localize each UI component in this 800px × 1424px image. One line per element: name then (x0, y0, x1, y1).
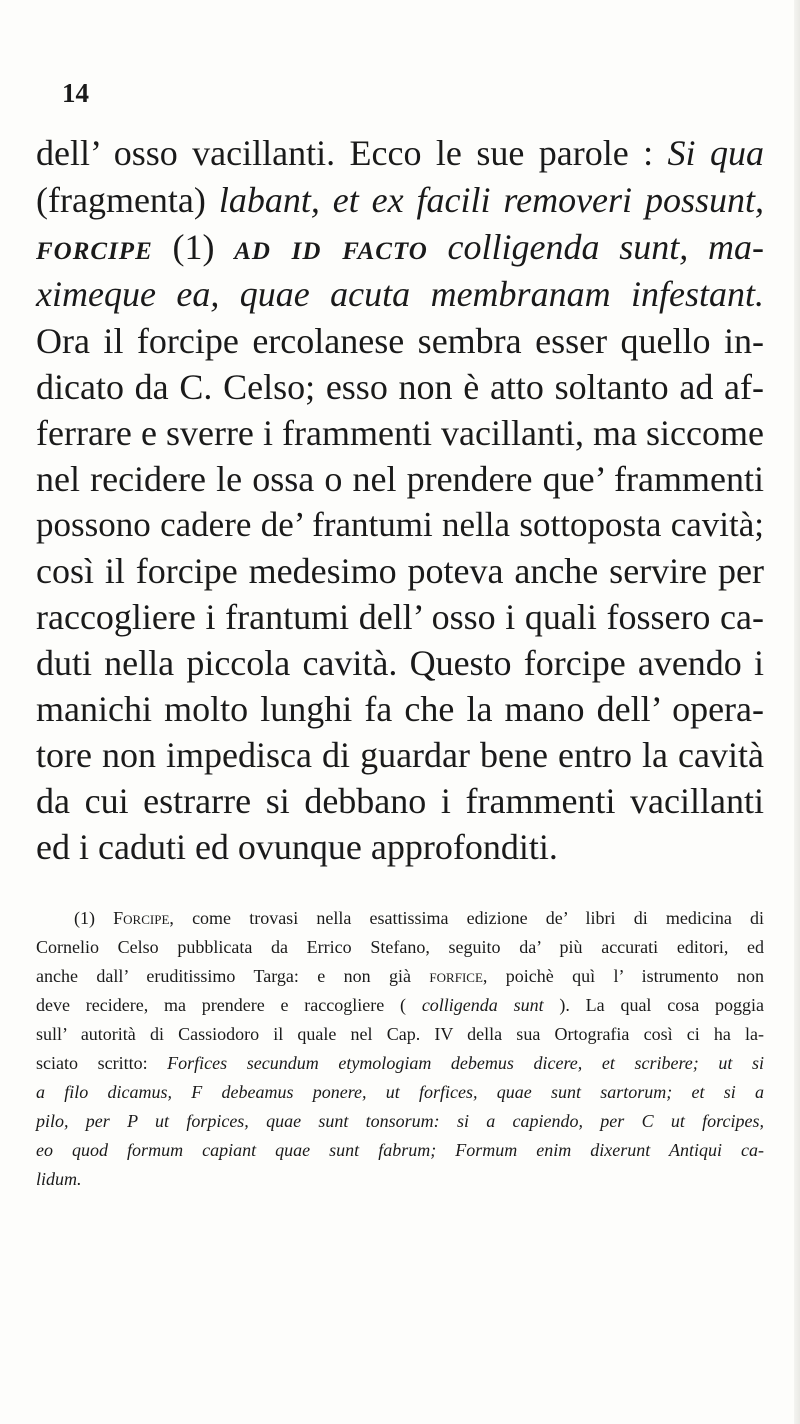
footnote-italic: colligenda sunt (421, 995, 544, 1015)
body-line-4 (36, 271, 764, 317)
footnote-text: , come trovasi nella esattissima edizione de’ libri di medicina di (169, 908, 764, 928)
body-line-2 (36, 177, 764, 223)
body-line-3 (36, 224, 764, 270)
footnote-text: , poichè quì l’ istrumento non (482, 966, 764, 986)
body-line-1 (36, 130, 764, 176)
body-line-8: nel recidere le ossa o nel prendere que’ frammenti (36, 459, 764, 499)
body-line-12: duti nella piccola cavità. Questo forcipe avendo i (36, 643, 764, 683)
footnote-line-5: sull’ autorità di Cassiodoro il quale nel Cap. IV della sua Ortografia così ci ha la- (36, 1024, 764, 1044)
footnote-italic: Forfices secundum etymologiam debemus dicere, et scribere; ut si (167, 1053, 764, 1073)
footnote-text: sciato scritto: (36, 1053, 168, 1073)
footnote-text: anche dall’ eruditissimo Targa: e non già (36, 966, 430, 986)
footnote-line-3 (36, 964, 764, 989)
body-line-14: tore non impedisca di guardar bene entro la cavità (36, 735, 764, 775)
footnote-small-caps: Forcipe (113, 908, 170, 928)
latin-quote: colligenda sunt, ma- (427, 227, 764, 267)
page-edge (794, 0, 800, 1424)
footnote-italic: eo quod formum capiant quae sunt fabrum; Formum enim dixerunt Antiqui ca- (36, 1140, 764, 1160)
body-text: dell’ osso vacillanti. Ecco le sue parole : (36, 133, 668, 173)
body-line-16: ed i caduti ed ovunque approfonditi. (36, 827, 558, 867)
body-line-9: possono cadere de’ frantumi nella sottoposta cavità; (36, 505, 764, 544)
footnote-ref: (1) (152, 227, 235, 267)
body-line-7: ferrare e sverre i frammenti vacillanti, ma siccome (36, 413, 764, 453)
footnote-line-2: Cornelio Celso pubblicata da Errico Stefano, seguito da’ più accurati editori, ed (36, 937, 764, 957)
body-line-5: Ora il forcipe ercolanese sembra esser quello in- (36, 321, 764, 361)
footnote-italic: lidum. (36, 1169, 82, 1189)
body-line-10: così il forcipe medesimo poteva anche servire per (36, 551, 764, 591)
footnote-line-7 (36, 1080, 764, 1105)
footnote-line-10 (36, 1167, 764, 1192)
footnote-italic: pilo, per P ut forpices, quae sunt tonsorum: si a capiendo, per C ut forcipes, (36, 1111, 764, 1131)
latin-quote: labant, et ex facili removeri possunt, (218, 180, 764, 220)
latin-small-caps: forcipe (36, 227, 153, 267)
footnote-text: ). La qual cosa poggia (543, 995, 764, 1015)
body-line-13: manichi molto lunghi fa che la mano dell’ opera- (36, 689, 764, 729)
latin-quote: ximeque ea, quae acuta membranam infestant. (36, 274, 764, 314)
footnote-line-4 (36, 993, 764, 1018)
body-line-15: da cui estrarre si debbano i frammenti vacillanti (36, 781, 764, 821)
footnote-text: deve recidere, ma prendere e raccogliere ( (36, 995, 422, 1015)
page-number: 14 (62, 78, 89, 108)
footnote-line-1 (74, 906, 764, 931)
footnote-marker: (1) (74, 908, 114, 928)
footnote-line-9 (36, 1138, 764, 1163)
footnote-italic: a filo dicamus, F debeamus ponere, ut forfices, quae sunt sartorum; et si a (36, 1082, 764, 1102)
body-text: (fragmenta) (36, 180, 219, 220)
latin-quote: Si qua (667, 133, 764, 173)
footnote-line-6 (36, 1051, 764, 1076)
body-line-6: dicato da C. Celso; esso non è atto soltanto ad af- (36, 367, 764, 407)
footnote-line-8 (36, 1109, 764, 1134)
body-line-11: raccogliere i frantumi dell’ osso i quali fossero ca- (36, 597, 764, 637)
latin-small-caps: ad id facto (234, 227, 428, 267)
footnote-small-caps: forfice (429, 966, 483, 986)
